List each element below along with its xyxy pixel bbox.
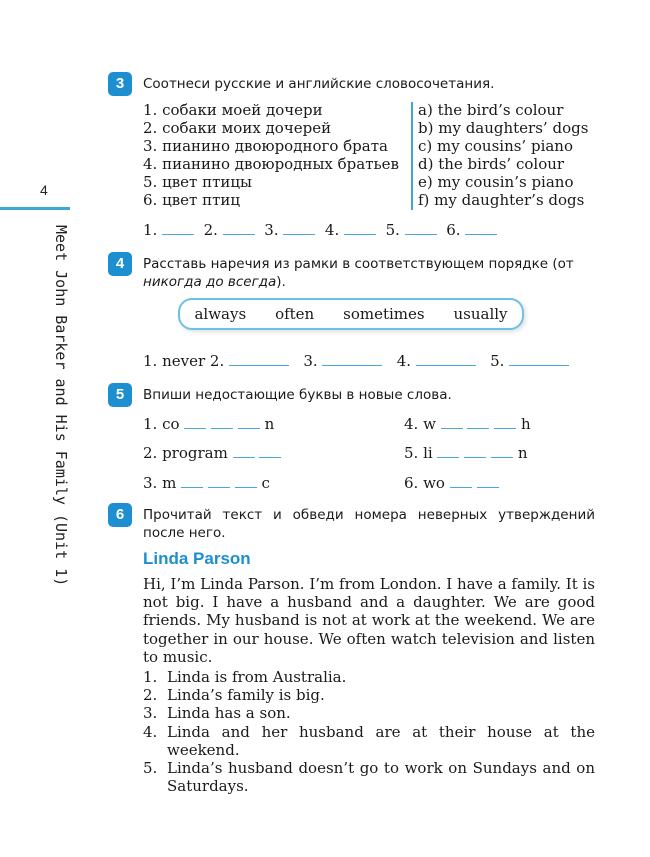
word-item — [404, 474, 499, 492]
letter-blank[interactable] — [181, 474, 203, 488]
task-6-instruction — [143, 506, 595, 542]
task-4-badge: 4 — [108, 252, 132, 276]
reading-title: Linda Parson — [143, 549, 251, 568]
task-3-left-item: 6. цвет птиц — [143, 191, 241, 209]
task-4-answers — [143, 352, 569, 370]
answer-blank[interactable] — [283, 221, 315, 235]
statement-text: Linda and her husband are at their house at the weekend. — [167, 722, 595, 759]
word-item-start: 4. w — [404, 415, 436, 433]
statement-number[interactable]: 3. — [143, 704, 158, 723]
answer-label: 3. — [264, 221, 279, 239]
task-3-left-item: 5. цвет птицы — [143, 173, 252, 191]
answer-blank[interactable] — [405, 221, 437, 235]
letter-blank[interactable] — [437, 444, 459, 458]
word-item-end: n — [264, 415, 275, 433]
statement-number[interactable]: 5. — [143, 759, 158, 778]
statement-text: Linda’s husband doesn’t go to work on Sundays and on Saturdays. — [167, 759, 595, 796]
task-3-answers — [143, 221, 497, 239]
letter-blank[interactable] — [233, 444, 255, 458]
answer-label: 6. — [446, 221, 461, 239]
task-3-right-item: d) the birds’ colour — [418, 155, 565, 173]
word-item-start: 3. m — [143, 474, 177, 492]
answer-blank[interactable] — [509, 352, 569, 366]
statement-number[interactable]: 2. — [143, 686, 158, 705]
word-item-start: 2. program — [143, 444, 228, 462]
statement[interactable] — [143, 723, 595, 759]
task-3-right-item: e) my cousin’s piano — [418, 173, 574, 191]
task-4-instruction-line: Расставь наречия из рамки в соответствующем порядке (от — [143, 256, 574, 272]
word-item — [143, 415, 274, 433]
word-box-item: usually — [453, 305, 508, 323]
word-item-end: c — [261, 474, 270, 492]
task-3-left-item: 2. собаки моих дочерей — [143, 119, 332, 137]
answer-label: 1. — [143, 221, 158, 239]
task-5-instruction: Впиши недостающие буквы в новые слова. — [143, 387, 452, 403]
statement[interactable] — [143, 704, 595, 722]
answer-label: 2. — [203, 221, 218, 239]
letter-blank[interactable] — [184, 415, 206, 429]
statement-text: Linda’s family is big. — [167, 686, 325, 705]
answer-label: 3. — [303, 352, 318, 370]
task-3-left-item: 1. собаки моей дочери — [143, 101, 323, 119]
statement-text: Linda is from Australia. — [167, 668, 347, 686]
task-3-right-item: a) the bird’s colour — [418, 101, 564, 119]
answer-label: 2. — [209, 352, 225, 370]
letter-blank[interactable] — [467, 415, 489, 429]
answer-blank[interactable] — [162, 221, 194, 235]
task-3-badge: 3 — [108, 72, 132, 96]
answer-blank[interactable] — [344, 221, 376, 235]
adverb-word-box — [178, 298, 524, 330]
answer-label: 4. — [396, 352, 412, 370]
task-4-instruction-tail: ). — [276, 274, 286, 290]
unit-title: Meet John Barker and His Family (Unit 1) — [52, 225, 70, 587]
word-item-end: n — [517, 444, 528, 462]
word-item — [404, 415, 531, 433]
letter-blank[interactable] — [450, 474, 472, 488]
statement[interactable] — [143, 759, 595, 795]
letter-blank[interactable] — [208, 474, 230, 488]
word-item-start: 5. li — [404, 444, 433, 462]
task-3-right-item: c) my cousins’ piano — [418, 137, 574, 155]
match-divider — [411, 102, 413, 210]
task-3-left-item: 4. пианино двоюродных братьев — [143, 155, 399, 173]
answer-blank[interactable] — [465, 221, 497, 235]
answer-blank[interactable] — [322, 352, 382, 366]
letter-blank[interactable] — [211, 415, 233, 429]
reading-text: Hi, I’m Linda Parson. I’m from London. I have a family. It is not big. I have a husband and a daughter. We are good friends. My husband is not at work at the weekend. We are together in our house. We often watch television and listen to music. — [143, 575, 595, 666]
answer-label: 4. — [324, 221, 340, 239]
task-3-instruction: Соотнеси русские и английские словосочетания. — [143, 76, 495, 92]
word-item — [143, 444, 281, 462]
letter-blank[interactable] — [235, 474, 257, 488]
statement-text: Linda has a son. — [167, 704, 291, 723]
task-3-left-item: 3. пианино двоюродного брата — [143, 137, 388, 155]
word-item — [404, 444, 527, 462]
answer-blank[interactable] — [229, 352, 289, 366]
task-6-instruction-line: Прочитай текст и обведи номера неверных утверждений — [143, 507, 595, 523]
word-item-start: 6. wo — [404, 474, 445, 492]
answer-label: 5. — [385, 221, 400, 239]
task-3-right-item: b) my daughters’ dogs — [418, 119, 589, 137]
answer-label: 1. never — [143, 352, 206, 370]
page-number: 4 — [40, 182, 48, 198]
word-box-item: often — [275, 305, 315, 323]
statement-number[interactable]: 1. — [143, 668, 158, 686]
letter-blank[interactable] — [259, 444, 281, 458]
statement-list — [143, 668, 595, 795]
word-box-item: sometimes — [343, 305, 425, 323]
task-4-instruction-line — [143, 273, 595, 291]
letter-blank[interactable] — [464, 444, 486, 458]
word-item-end: h — [521, 415, 531, 433]
task-6-badge: 6 — [108, 503, 132, 527]
side-rule — [0, 207, 70, 210]
task-5-badge: 5 — [108, 383, 132, 407]
letter-blank[interactable] — [441, 415, 463, 429]
word-item — [143, 474, 270, 492]
statement[interactable] — [143, 668, 595, 686]
letter-blank[interactable] — [494, 415, 516, 429]
task-4-instruction — [143, 255, 595, 291]
letter-blank[interactable] — [491, 444, 513, 458]
answer-blank[interactable] — [416, 352, 476, 366]
letter-blank[interactable] — [477, 474, 499, 488]
word-box-item: always — [194, 305, 247, 323]
answer-label: 5. — [490, 352, 505, 370]
task-6-instruction-line: после него. — [143, 525, 226, 541]
task-4-instruction-italic: никогда до всегда — [143, 274, 277, 290]
word-item-start: 1. co — [143, 415, 180, 433]
statement-number[interactable]: 4. — [143, 722, 158, 741]
letter-blank[interactable] — [238, 415, 260, 429]
task-3-right-item: f) my daughter’s dogs — [418, 191, 585, 209]
answer-blank[interactable] — [223, 221, 255, 235]
statement[interactable] — [143, 686, 595, 704]
